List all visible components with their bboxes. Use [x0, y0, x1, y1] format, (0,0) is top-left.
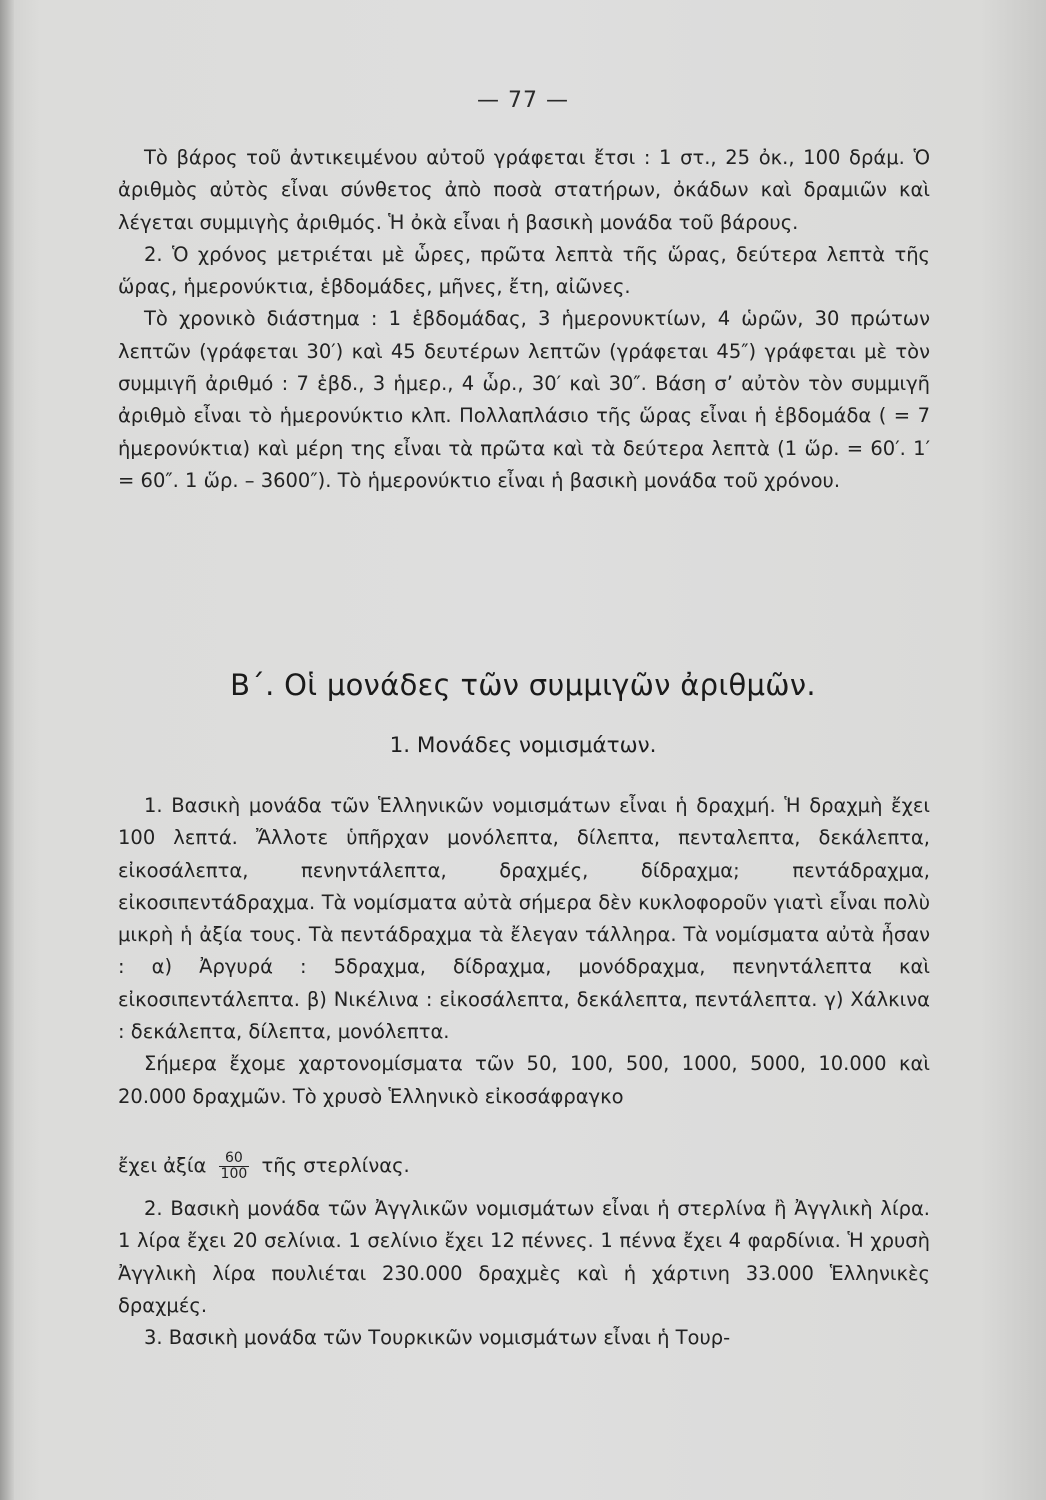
paragraph-greek-currency: 1. Βασικὴ μονάδα τῶν Ἑλληνικῶν νομισμάτων εἶναι ἡ δραχμή. Ἡ δραχμὴ ἔχει 100 λεπτά. Ἄλλοτε ὑπῆρχαν μονόλεπτα, δίλεπτα, πενταλεπτα, δεκάλεπτα, εἰκοσάλεπτα, πενηντάλεπτα, δραχμές, δίδραχμα; πεντάδραχμα, εἰκοσιπεντάδραχμα. Τὰ νομίσματα αὐτὰ σήμερα δὲν κυκλοφοροῦν γιατὶ εἶναι πολὺ μικρὴ ἡ ἀξία τους. Τὰ πεντάδραχμα τὰ ἔλεγαν τάλληρα. Τὰ νομίσματα αὐτὰ ἦσαν : α) Ἀργυρά : 5δραχμα, δίδραχμα, μονόδραχμα, πενηντάλεπτα καὶ εἰκοσιπεντάλεπτα. β) Νικέλινα : εἰκοσάλεπτα, δεκάλεπτα, πεντάλεπτα. γ) Χάλκινα : δεκάλεπτα, δίλεπτα, μονόλεπτα. — [118, 794, 930, 1044]
fraction-line-before: ἔχει ἀξία — [118, 1154, 207, 1177]
paragraph-english-currency: 2. Βασικὴ μονάδα τῶν Ἀγγλικῶν νομισμάτων εἶναι ἡ στερλίνα ἢ Ἀγγλικὴ λίρα. 1 λίρα ἔχει 20 σελίνια. 1 σελίνιο ἔχει 12 πέννες. 1 πέννα ἔχει 4 φαρδίνια. Ἡ χρυσὴ Ἀγγλικὴ λίρα πουλιέται 230.000 δραχμὲς καὶ ἡ χάρτινη 33.000 Ἑλληνικὲς δραχμές. — [118, 1197, 930, 1317]
paragraph-turkish-currency: 3. Βασικὴ μονάδα τῶν Τουρκικῶν νομισμάτων εἶναι ἡ Τουρ- — [144, 1326, 731, 1350]
page-number: — 77 — — [477, 88, 569, 113]
fraction-line-after: τῆς στερλίνας. — [261, 1154, 410, 1177]
subsection-heading: 1. Μονάδες νομισμάτων. — [389, 733, 657, 758]
intro-text — [118, 142, 930, 497]
paragraph-gold-value — [118, 1150, 930, 1182]
paragraph-time-units: 2. Ὁ χρόνος μετριέται μὲ ὧρες, πρῶτα λεπτὰ τῆς ὥρας, δεύτερα λεπτὰ τῆς ὥρας, ἡμερονύκτια, ἑβδομάδες, μῆνες, ἔτη, αἰῶνες. — [118, 242, 930, 299]
currency-text-continued — [118, 1193, 930, 1354]
fraction — [219, 1151, 250, 1182]
fraction-numerator: 60 — [219, 1151, 250, 1167]
section-heading: Β΄. Οἱ μονάδες τῶν συμμιγῶν ἀριθμῶν. — [230, 668, 816, 702]
fraction-line — [118, 1150, 930, 1182]
paragraph-weight: Τὸ βάρος τοῦ ἀντικειμένου αὐτοῦ γράφεται ἔτσι : 1 στ., 25 ὀκ., 100 δράμ. Ὁ ἀριθμὸς αὐτὸς εἶναι σύνθετος ἀπὸ ποσὰ στατήρων, ὀκάδων καὶ δραμιῶν καὶ λέγεται συμμιγὴς ἀριθμός. Ἡ ὀκὰ εἶναι ἡ βασικὴ μονάδα τοῦ βάρους. — [118, 146, 930, 234]
currency-text — [118, 790, 930, 1113]
paragraph-banknotes: Σήμερα ἔχομε χαρτονομίσματα τῶν 50, 100, 500, 1000, 5000, 10.000 καὶ 20.000 δραχμῶν. Τὸ χρυσὸ Ἑλληνικὸ εἰκοσάφραγκο — [118, 1052, 930, 1108]
paragraph-time-example: Τὸ χρονικὸ διάστημα : 1 ἑβδομάδας, 3 ἡμερονυκτίων, 4 ὡρῶν, 30 πρώτων λεπτῶν (γράφεται 30′) καὶ 45 δευτέρων λεπτῶν (γράφεται 45″) γράφεται μὲ τὸν συμμιγῆ ἀριθμό : 7 ἑβδ., 3 ἡμερ., 4 ὧρ., 30′ καὶ 30″. Βάση σ’ αὐτὸν τὸν συμμιγῆ ἀριθμὸ εἶναι τὸ ἡμερονύκτιο κλπ. Πολλαπλάσιο τῆς ὥρας εἶναι ἡ ἑβδομάδα ( = 7 ἡμερονύκτια) καὶ μέρη της εἶναι τὰ πρῶτα καὶ τὰ δεύτερα λεπτὰ (1 ὥρ. = 60′. 1′ = 60″. 1 ὥρ. – 3600″). Τὸ ἡμερονύκτιο εἶναι ἡ βασικὴ μονάδα τοῦ χρόνου. — [118, 307, 930, 492]
fraction-denominator: 100 — [220, 1166, 248, 1182]
